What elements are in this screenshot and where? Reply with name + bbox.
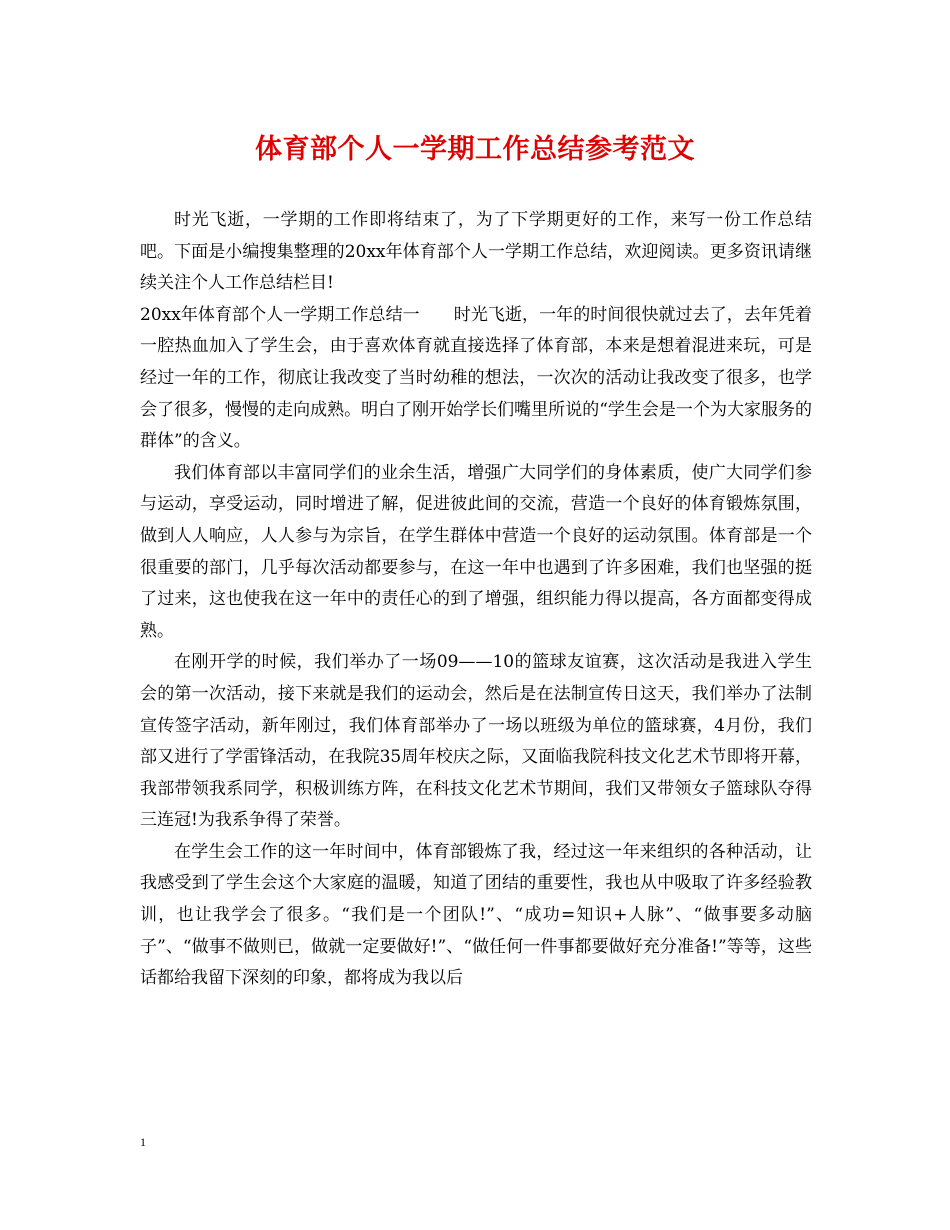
paragraph-section-one: 20xx年体育部个人一学期工作总结一 时光飞逝，一年的时间很快就过去了，去年凭着一腔热血加入了学生会，由于喜欢体育就直接选择了体育部，本来是想着混进来玩，可是经过一年的工作，彻底让我改变了当时幼稚的想法，一次次的活动让我改变了很多，也学会了很多，慢慢的走向成熟。明白了刚开始学长们嘴里所说的“学生会是一个为大家服务的群体”的含义。 (140, 304, 812, 452)
page-number: 1 (140, 1135, 146, 1149)
paragraph-activities: 在刚开学的时候，我们举办了一场09——10的篮球友谊赛，这次活动是我进入学生会的第一次活动，接下来就是我们的运动会，然后是在法制宣传日这天，我们举办了法制宣传签字活动，新年刚过，我们体育部举办了一场以班级为单位的篮球赛，4月份，我们部又进行了学雷锋活动，在我院35周年校庆之际，又面临我院科技文化艺术节即将开幕，我部带领我系同学，积极训练方阵，在科技文化艺术节期间，我们又带领女子篮球队夺得三连冠!为我系争得了荣誉。 (140, 652, 812, 831)
document-body (140, 205, 812, 995)
paragraph-intro: 时光飞逝，一学期的工作即将结束了，为了下学期更好的工作，来写一份工作总结吧。下面是小编搜集整理的20xx年体育部个人一学期工作总结，欢迎阅读。更多资讯请继续关注个人工作总结栏目! (140, 210, 812, 294)
document-title: 体育部个人一学期工作总结参考范文 (255, 134, 695, 165)
paragraph-lessons: 在学生会工作的这一年时间中，体育部锻炼了我，经过这一年来组织的各种活动，让我感受到了学生会这个大家庭的温暖，知道了团结的重要性，我也从中吸取了许多经验教训，也让我学会了很多。“我们是一个团队!”、“成功=知识+人脉”、“做事要多动脑子”、“做事不做则已，做就一定要做好!”、“做任何一件事都要做好充分准备!”等等，这些话都给我留下深刻的印象，都将成为我以后 (140, 841, 812, 989)
paragraph-purpose: 我们体育部以丰富同学们的业余生活，增强广大同学们的身体素质，使广大同学们参与运动，享受运动，同时增进了解，促进彼此间的交流，营造一个良好的体育锻炼氛围，做到人人响应，人人参与为宗旨，在学生群体中营造一个良好的运动氛围。体育部是一个很重要的部门，几乎每次活动都要参与，在这一年中也遇到了许多困难，我们也坚强的挺了过来，这也使我在这一年中的责任心的到了增强，组织能力得以提高，各方面都变得成熟。 (140, 462, 812, 641)
